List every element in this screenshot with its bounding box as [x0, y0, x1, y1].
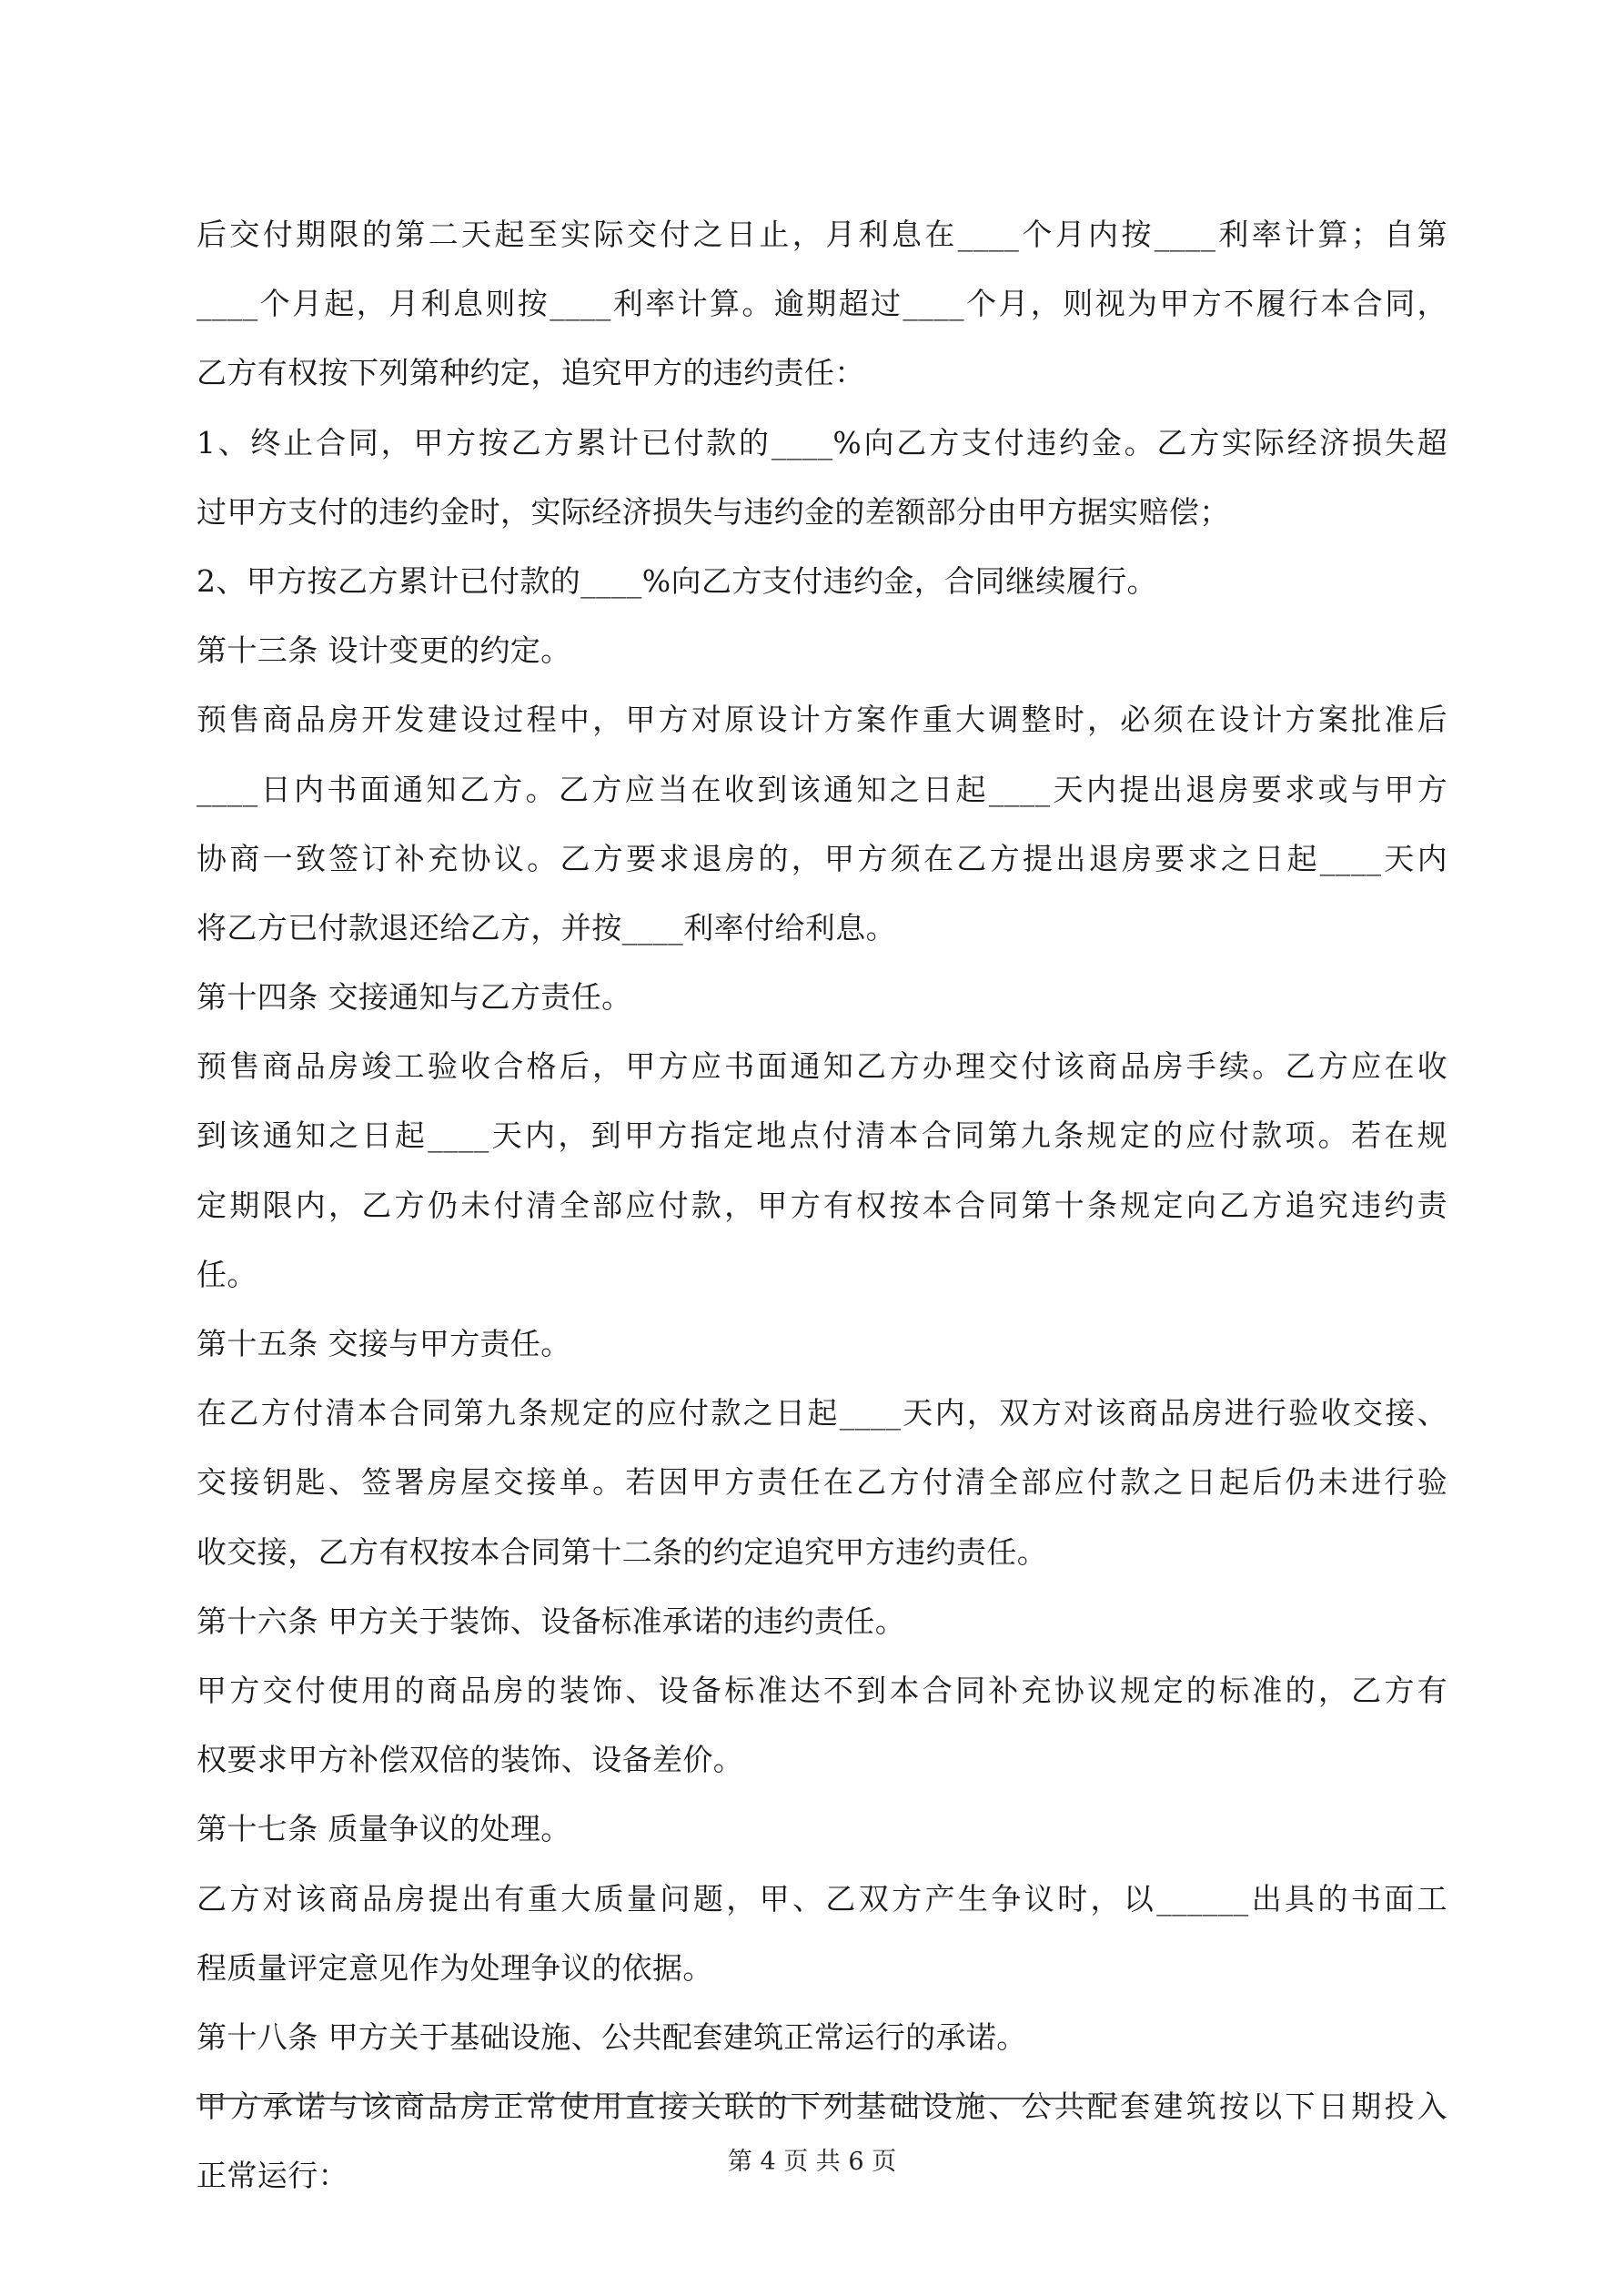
text-line: 甲方承诺与该商品房正常使用直接关联的下列基础设施、公共配套建筑按以下日期投入 [197, 2089, 1447, 2125]
text-line: 2、甲方按乙方累计已付款的____%向乙方支付违约金，合同继续履行。 [197, 562, 1157, 599]
text-line: 收交接，乙方有权按本合同第十二条的约定追究甲方违约责任。 [197, 1533, 1048, 1570]
text-line: 过甲方支付的违约金时，实际经济损失与违约金的差额部分由甲方据实赔偿； [197, 493, 1230, 530]
footer-divider [197, 2098, 1117, 2099]
text-line: 到该通知之日起____天内，到甲方指定地点付清本合同第九条规定的应付款项。若在规 [197, 1118, 1447, 1154]
text-line: 正常运行： [197, 2158, 348, 2194]
text-line: 预售商品房竣工验收合格后，甲方应书面通知乙方办理交付该商品房手续。乙方应在收 [197, 1048, 1447, 1085]
text-line: 交接钥匙、签署房屋交接单。若因甲方责任在乙方付清全部应付款之日起后仍未进行验 [197, 1464, 1447, 1501]
text-line: 预售商品房开发建设过程中，甲方对原设计方案作重大调整时，必须在设计方案批准后 [197, 702, 1447, 738]
text-line: 第十三条 设计变更的约定。 [197, 632, 571, 669]
text-line: 协商一致签订补充协议。乙方要求退房的，甲方须在乙方提出退房要求之日起____天内 [197, 840, 1447, 876]
text-line: 在乙方付清本合同第九条规定的应付款之日起____天内，双方对该商品房进行验收交接、 [197, 1395, 1447, 1431]
text-line: ____个月起，月利息则按____利率计算。逾期超过____个月，则视为甲方不履行本合同， [197, 286, 1447, 322]
text-line: 1、终止合同，甲方按乙方累计已付款的____%向乙方支付违约金。乙方实际经济损失超 [197, 424, 1447, 460]
text-line: 第十五条 交接与甲方责任。 [197, 1326, 571, 1361]
text-line: 第十四条 交接通知与乙方责任。 [197, 979, 632, 1016]
document-body [197, 200, 1447, 2210]
text-line: 甲方交付使用的商品房的装饰、设备标准达不到本合同补充协议规定的标准的，乙方有 [197, 1672, 1447, 1708]
text-line: 乙方有权按下列第种约定，追究甲方的违约责任： [197, 355, 865, 391]
text-line: 第十八条 甲方关于基础设施、公共配套建筑正常运行的承诺。 [197, 2018, 1027, 2055]
text-line: 任。 [197, 1256, 257, 1292]
text-line: 将乙方已付款退还给乙方，并按____利率付给利息。 [197, 909, 896, 946]
text-line: ____日内书面通知乙方。乙方应当在收到该通知之日起____天内提出退房要求或与甲方 [197, 771, 1447, 807]
text-line: 第十七条 质量争议的处理。 [197, 1811, 571, 1847]
text-line: 定期限内，乙方仍未付清全部应付款，甲方有权按本合同第十条规定向乙方追究违约责 [197, 1187, 1447, 1223]
text-line: 第十六条 甲方关于装饰、设备标准承诺的违约责任。 [197, 1603, 906, 1639]
page-number: 第 4 页 共 6 页 [727, 2148, 897, 2176]
text-line: 程质量评定意见作为处理争议的依据。 [197, 1949, 713, 1986]
text-line: 乙方对该商品房提出有重大质量问题，甲、乙双方产生争议时，以______出具的书面工 [197, 1880, 1447, 1917]
text-line: 后交付期限的第二天起至实际交付之日止，月利息在____个月内按____利率计算；自第 [197, 217, 1447, 252]
text-line: 权要求甲方补偿双倍的装饰、设备差价。 [197, 1742, 744, 1778]
